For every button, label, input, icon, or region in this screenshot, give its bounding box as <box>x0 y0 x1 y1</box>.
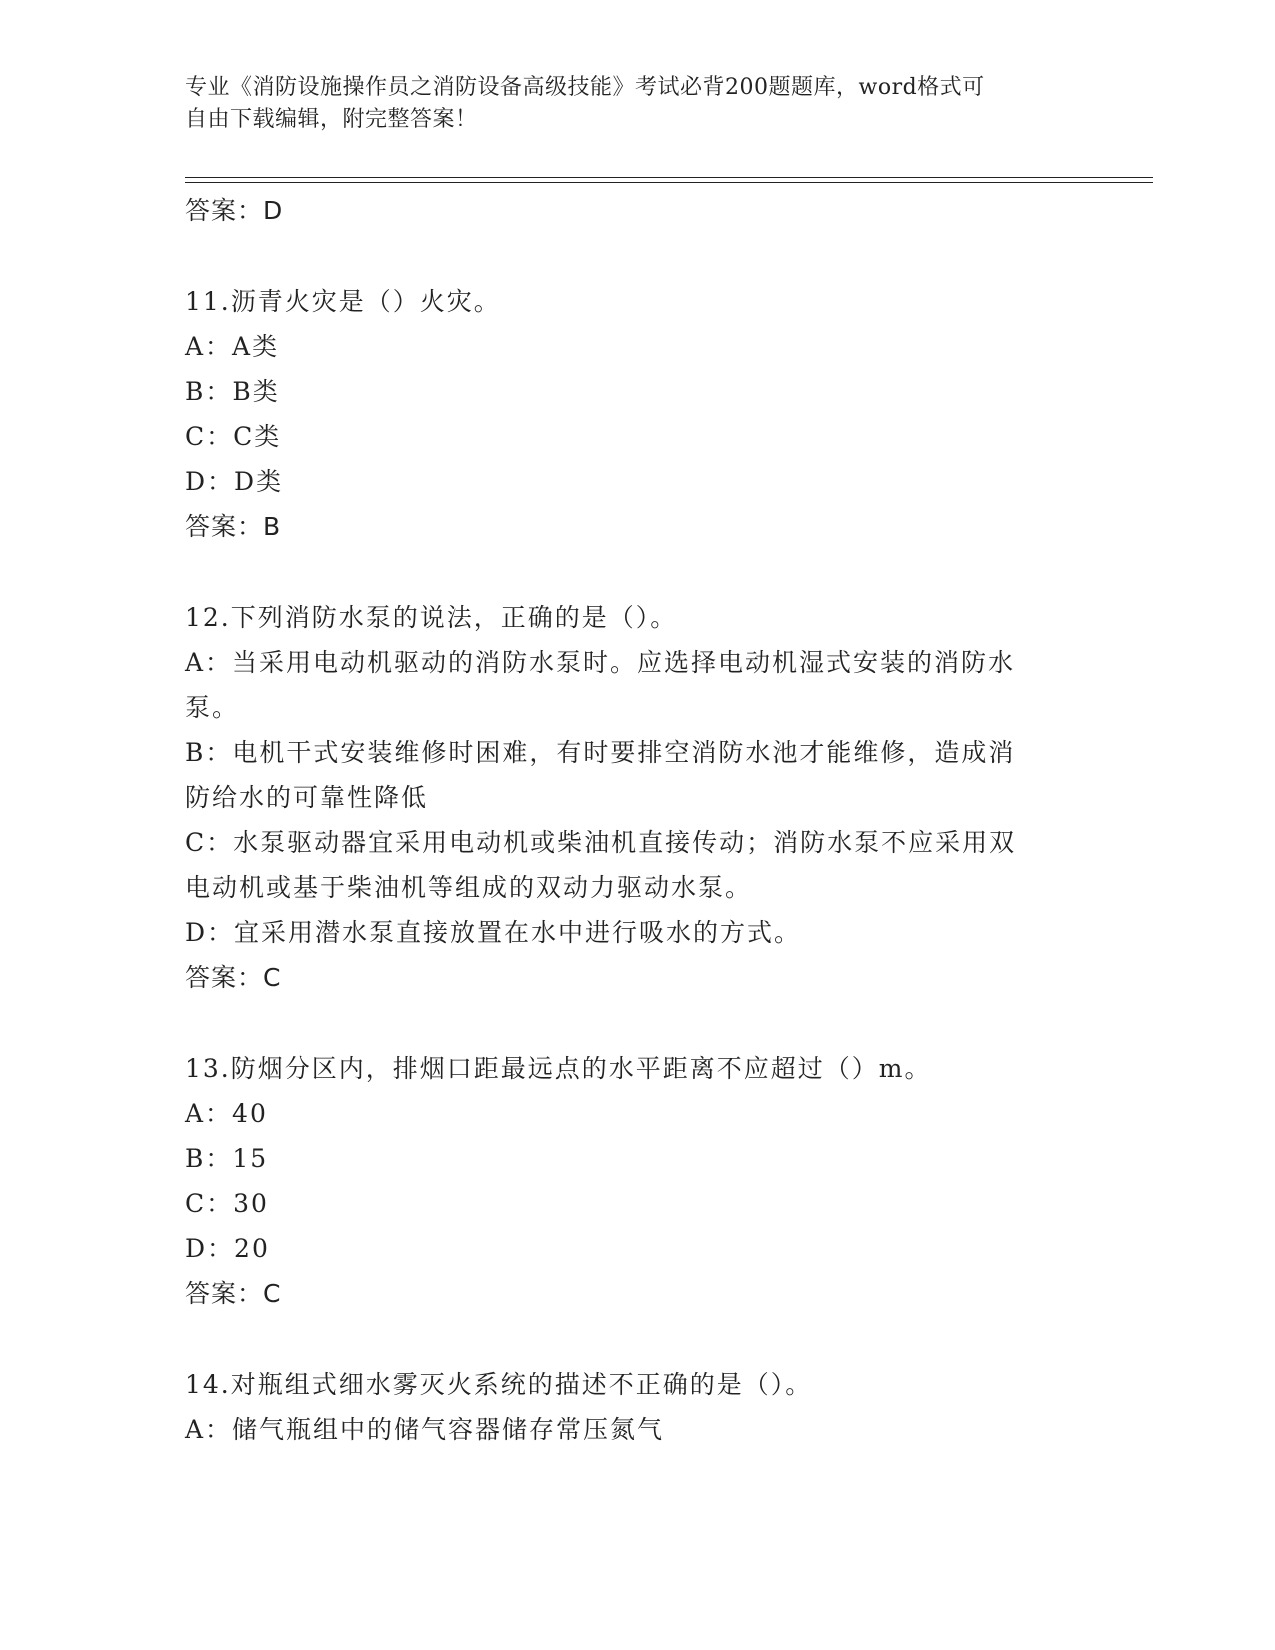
document-header <box>185 72 1065 136</box>
option-a: A：A类 <box>185 332 280 361</box>
option-a-line-1: A：当采用电动机驱动的消防水泵时。应选择电动机湿式安装的消防水 <box>185 648 1016 677</box>
answer: 答案：B <box>185 512 282 541</box>
question-list <box>185 188 1085 1452</box>
question-text: 12.下列消防水泵的说法，正确的是（）。 <box>185 603 678 632</box>
header-rule-top <box>185 177 1153 178</box>
question-text: 11.沥青火灾是（）火灾。 <box>185 287 501 316</box>
question-12 <box>185 595 1085 1000</box>
question-11 <box>185 279 1085 549</box>
question-text: 14.对瓶组式细水雾灭火系统的描述不正确的是（）。 <box>185 1370 813 1399</box>
header-line-1: 专业《消防设施操作员之消防设备高级技能》考试必背200题题库，word格式可 <box>185 75 985 100</box>
spacer <box>185 1316 1085 1362</box>
header-line-2: 自由下载编辑，附完整答案！ <box>185 107 478 132</box>
option-d: D：宜采用潜水泵直接放置在水中进行吸水的方式。 <box>185 918 802 947</box>
question-13 <box>185 1046 1085 1316</box>
option-b: B：B类 <box>185 377 280 406</box>
header-rule-bottom <box>185 182 1153 183</box>
option-c: C：C类 <box>185 422 282 451</box>
option-c-line-1: C：水泵驱动器宜采用电动机或柴油机直接传动；消防水泵不应采用双 <box>185 828 1017 857</box>
answer: 答案：C <box>185 1279 282 1308</box>
option-c: C：30 <box>185 1189 269 1218</box>
option-b-line-2: 防给水的可靠性降低 <box>185 783 429 812</box>
spacer <box>185 549 1085 595</box>
option-d: D：20 <box>185 1234 270 1263</box>
answer-prev: 答案：D <box>185 196 284 225</box>
question-text: 13.防烟分区内，排烟口距最远点的水平距离不应超过（）m。 <box>185 1054 932 1083</box>
option-c-line-2: 电动机或基于柴油机等组成的双动力驱动水泵。 <box>185 873 753 902</box>
spacer <box>185 233 1085 279</box>
question-14 <box>185 1362 1085 1452</box>
option-b: B：15 <box>185 1144 269 1173</box>
answer: 答案：C <box>185 963 282 992</box>
option-a-line-2: 泵。 <box>185 693 240 722</box>
option-a: A：储气瓶组中的储气容器储存常压氮气 <box>185 1415 665 1444</box>
option-a: A：40 <box>185 1099 268 1128</box>
option-d: D：D类 <box>185 467 284 496</box>
option-b-line-1: B：电机干式安装维修时困难，有时要排空消防水池才能维修，造成消 <box>185 738 1016 767</box>
spacer <box>185 1000 1085 1046</box>
